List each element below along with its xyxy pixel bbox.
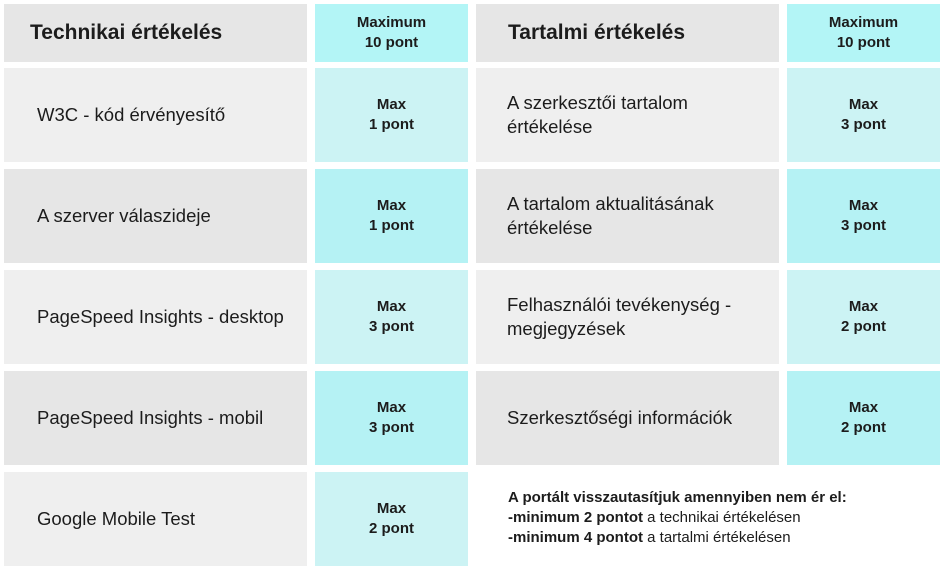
row-4-technical-max bbox=[315, 371, 468, 465]
row-4-technical-max-line2: 3 pont bbox=[369, 419, 414, 436]
row-5-technical-label: Google Mobile Test bbox=[37, 508, 196, 529]
row-4-content-max bbox=[787, 371, 940, 465]
rejection-note bbox=[508, 488, 938, 548]
row-1-content-max-line2: 3 pont bbox=[841, 116, 886, 133]
row-4-content-label: Szerkesztőségi információk bbox=[507, 407, 733, 428]
content-header-title: Tartalmi értékelés bbox=[508, 21, 686, 44]
row-3-technical-max-line1: Max bbox=[376, 298, 407, 315]
row-4-content-max-line1: Max bbox=[848, 399, 879, 416]
rejection-note-line2 bbox=[508, 508, 938, 528]
content-max-header-line1: Maximum bbox=[828, 14, 899, 31]
row-3-content-max bbox=[787, 270, 940, 364]
row-3-content-max-line2: 2 pont bbox=[841, 318, 886, 335]
row-1-technical-label: W3C - kód érvényesítő bbox=[37, 104, 226, 125]
technical-max-header bbox=[315, 4, 468, 62]
row-2-technical-max-line1: Max bbox=[376, 197, 407, 214]
row-2-technical-label: A szerver válaszideje bbox=[37, 205, 211, 226]
row-5-technical-max-line2: 2 pont bbox=[369, 520, 414, 537]
row-3-technical-label: PageSpeed Insights - desktop bbox=[37, 306, 284, 327]
row-2-content-label-cell bbox=[476, 169, 779, 263]
row-4-technical-label: PageSpeed Insights - mobil bbox=[37, 407, 264, 428]
content-max-header-line2: 10 pont bbox=[836, 34, 891, 51]
row-3-content-label-cell bbox=[476, 270, 779, 364]
row-2-technical-label-cell bbox=[4, 169, 307, 263]
row-2-content-label: A tartalom aktualitásának értékelése bbox=[507, 193, 714, 238]
rejection-note-line3-bold: -minimum 4 pontot bbox=[508, 529, 643, 546]
row-1-content-max bbox=[787, 68, 940, 162]
row-1-technical-max-line1: Max bbox=[376, 96, 407, 113]
row-1-technical-max-line2: 1 pont bbox=[369, 116, 414, 133]
row-3-content-label: Felhasználói tevékenység - megjegyzések bbox=[507, 294, 732, 339]
rejection-note-line3 bbox=[508, 528, 938, 548]
row-4-content-max-line2: 2 pont bbox=[841, 419, 886, 436]
content-max-header bbox=[787, 4, 940, 62]
row-3-technical-max-line2: 3 pont bbox=[369, 318, 414, 335]
rejection-note-line2-rest: a technikai értékelésen bbox=[643, 509, 801, 526]
row-1-content-label-cell bbox=[476, 68, 779, 162]
row-2-content-max bbox=[787, 169, 940, 263]
row-3-technical-label-cell bbox=[4, 270, 307, 364]
technical-header-title: Technikai értékelés bbox=[30, 21, 223, 44]
technical-max-header-line1: Maximum bbox=[356, 14, 427, 31]
row-4-content-label-cell bbox=[476, 371, 779, 465]
row-1-technical-max bbox=[315, 68, 468, 162]
table-row-technical-label bbox=[4, 68, 307, 162]
row-5-technical-max-line1: Max bbox=[376, 500, 407, 517]
row-2-content-max-line1: Max bbox=[848, 197, 879, 214]
row-3-technical-max bbox=[315, 270, 468, 364]
row-2-technical-max bbox=[315, 169, 468, 263]
row-3-content-max-line1: Max bbox=[848, 298, 879, 315]
row-5-technical-max bbox=[315, 472, 468, 566]
rejection-note-line3-rest: a tartalmi értékelésen bbox=[643, 529, 791, 546]
row-1-content-max-line1: Max bbox=[848, 96, 879, 113]
rejection-note-line1: A portált visszautasítjuk amennyiben nem ér el: bbox=[508, 489, 847, 506]
rejection-note-line2-bold: -minimum 2 pontot bbox=[508, 509, 643, 526]
row-4-technical-label-cell bbox=[4, 371, 307, 465]
row-5-technical-label-cell bbox=[4, 472, 307, 566]
content-header bbox=[476, 4, 779, 62]
row-1-content-label: A szerkesztői tartalom értékelése bbox=[507, 92, 688, 137]
row-2-technical-max-line2: 1 pont bbox=[369, 217, 414, 234]
technical-max-header-line2: 10 pont bbox=[364, 34, 419, 51]
row-2-content-max-line2: 3 pont bbox=[841, 217, 886, 234]
row-4-technical-max-line1: Max bbox=[376, 399, 407, 416]
technical-header bbox=[4, 4, 307, 62]
